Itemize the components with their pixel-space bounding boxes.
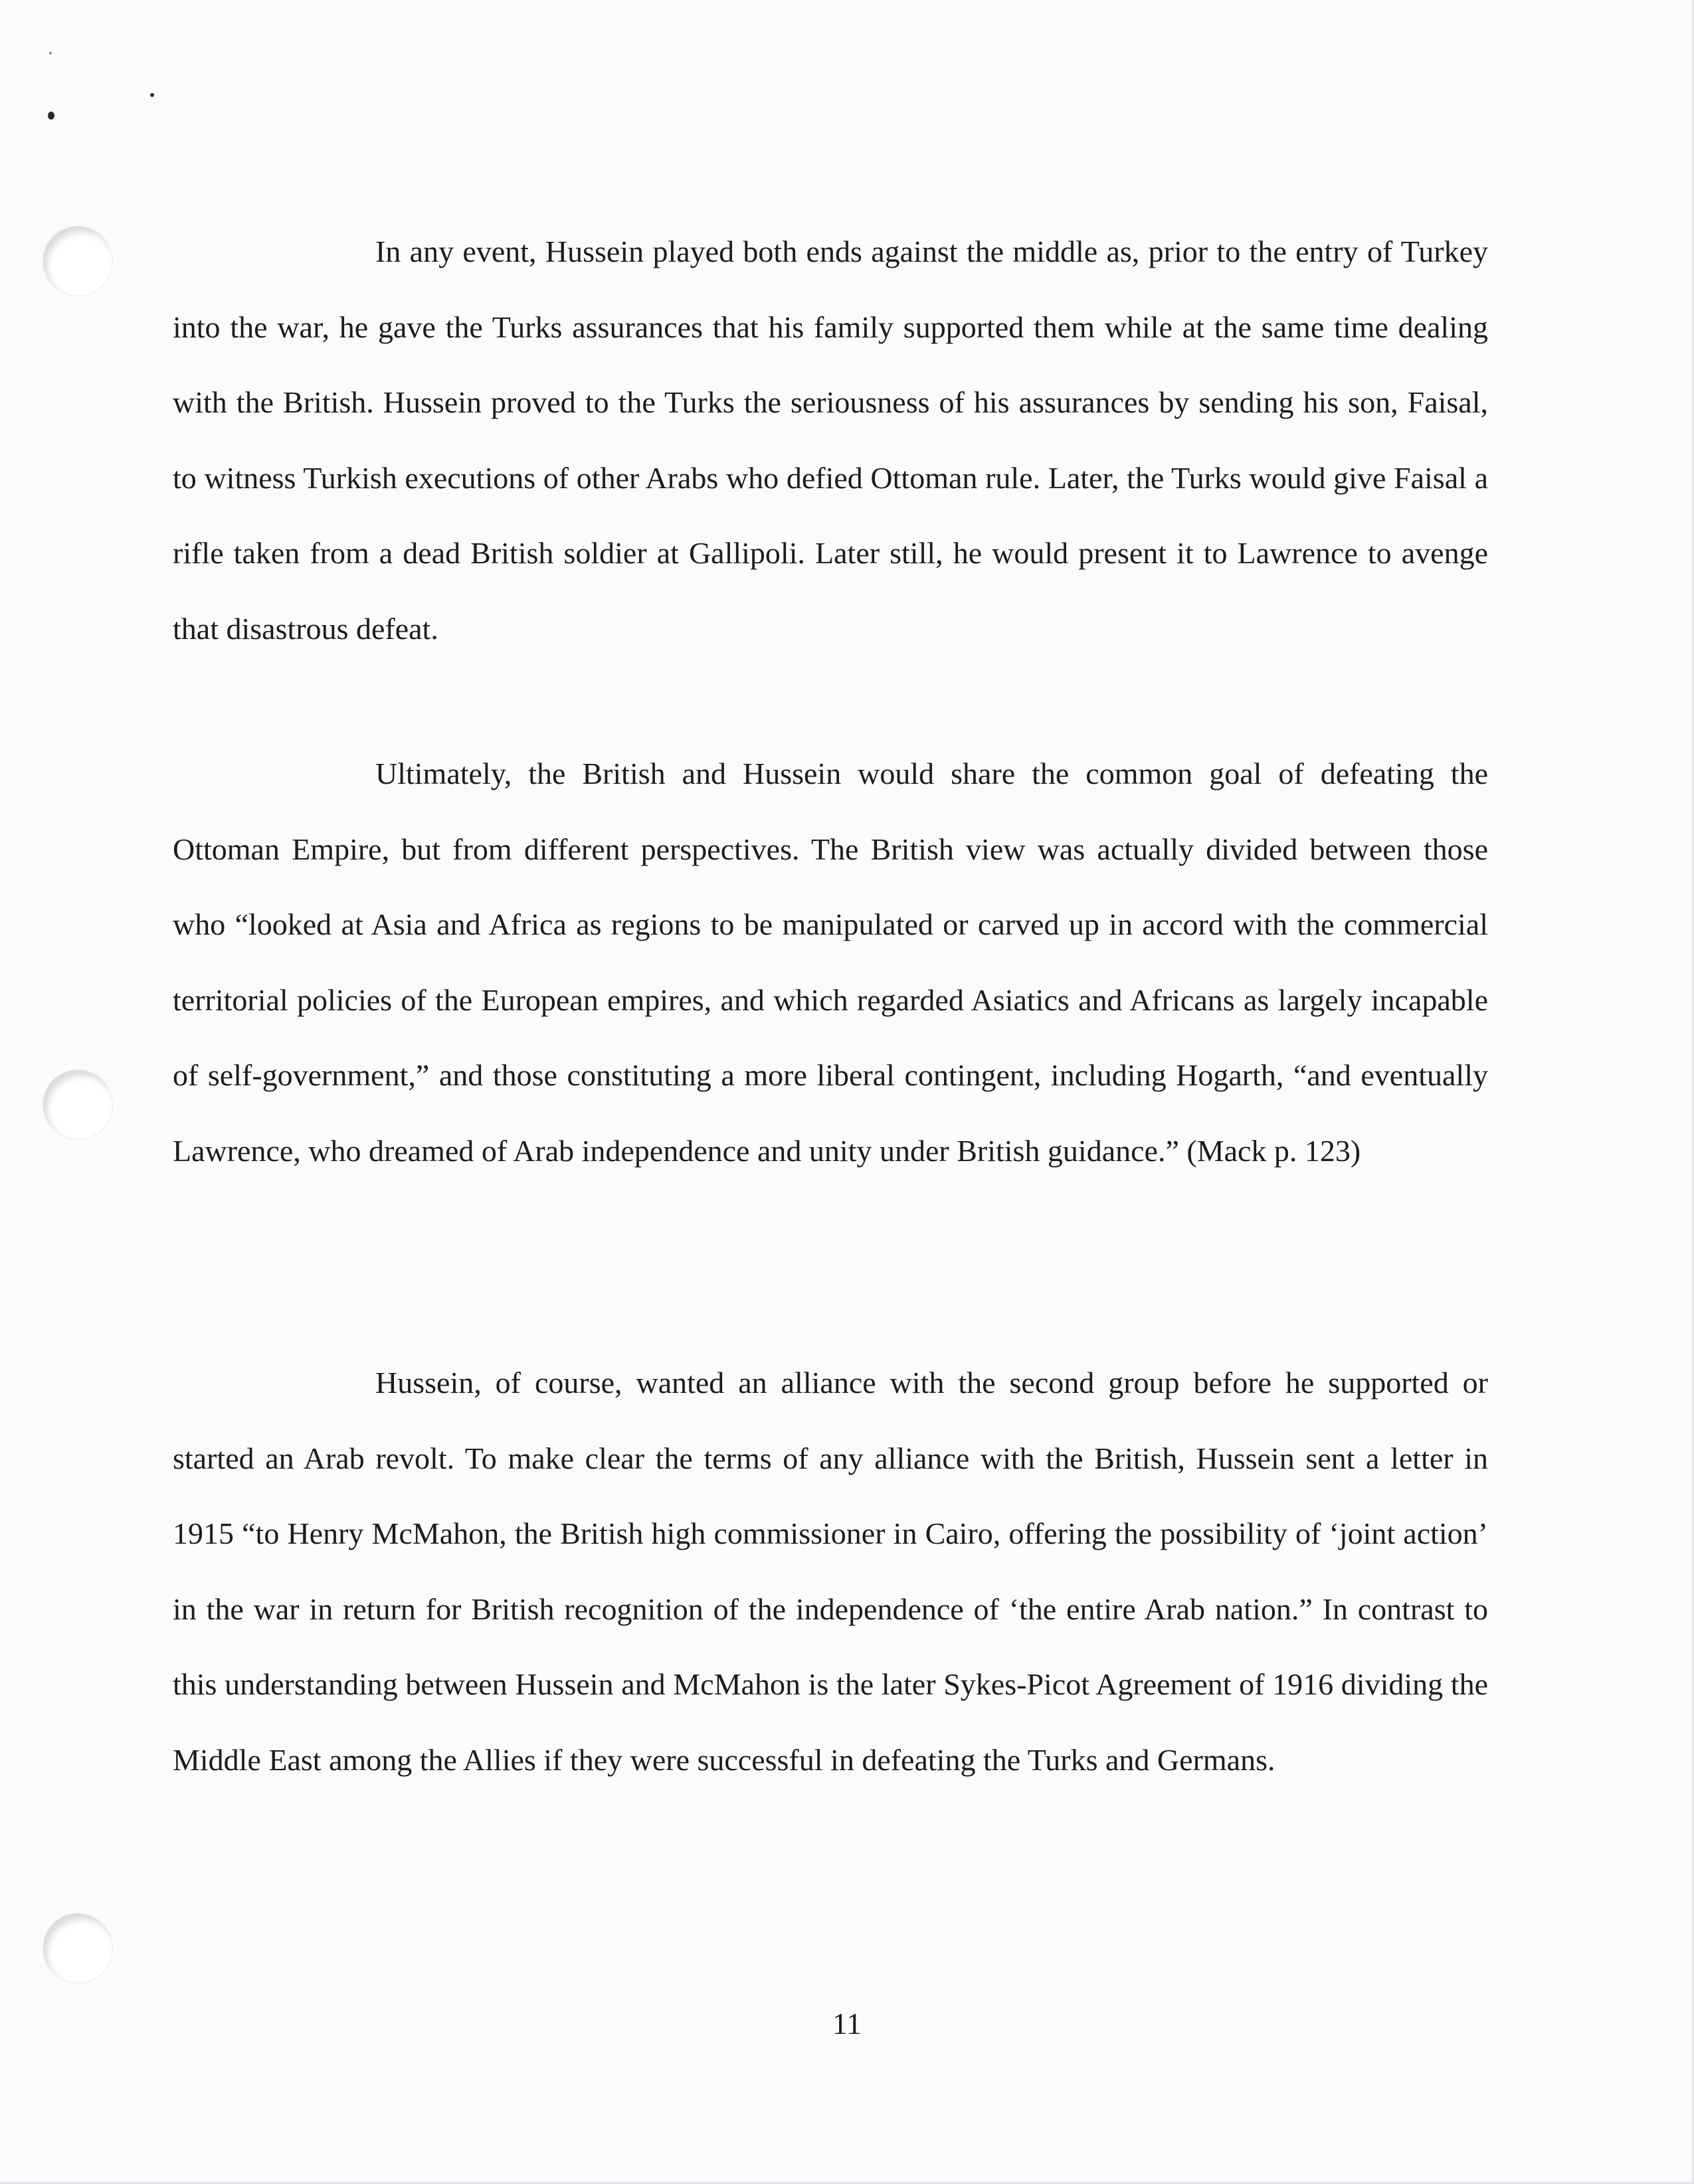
paragraph-text: Ultimately, the British and Hussein would share the common goal of defeating the Ottoman Empire, but from different perspectives. The British view was actually divided between those who “looked at Asia and Africa as regions to be manipulated or carved up in accord with the commercial territorial policies of the European empires, and which regarded Asiatics and Africans as largely incapable of self-government,” and those constituting a more liberal contingent, including Hogarth, “and eventually Lawrence, who dreamed of Arab independence and unity under British guidance.” (Mack p. 123) (173, 757, 1488, 1168)
paragraph-3 (173, 1345, 1488, 1797)
paragraph-text: Hussein, of course, wanted an alliance with the second group before he supported or started an Arab revolt. To make clear the terms of any alliance with the British, Hussein sent a letter in 1915 “to Henry McMahon, the British high commissioner in Cairo, offering the possibility of ‘joint action’ in the war in return for British recognition of the independence of ‘the entire Arab nation.” In contrast to this understanding between Hussein and McMahon is the later Sykes-Picot Agreement of 1916 dividing the Middle East among the Allies if they were successful in defeating the Turks and Germans. (173, 1366, 1488, 1777)
paragraph-2 (173, 736, 1488, 1188)
paragraph-1 (173, 214, 1488, 666)
punch-hole-top (43, 226, 113, 296)
punch-hole-bottom (43, 1913, 113, 1983)
scan-speck (150, 93, 154, 97)
scan-speck (48, 112, 54, 120)
page-number: 11 (832, 2007, 862, 2041)
punch-hole-middle (43, 1069, 113, 1140)
scan-speck (49, 52, 52, 54)
paragraph-text: In any event, Hussein played both ends against the middle as, prior to the entry of Turkey into the war, he gave the Turks assurances that his family supported them while at the same time dealing with the British. Hussein proved to the Turks the seriousness of his assurances by sending his son, Faisal, to witness Turkish executions of other Arabs who defied Ottoman rule. Later, the Turks would give Faisal a rifle taken from a dead British soldier at Gallipoli. Later still, he would present it to Lawrence to avenge that disastrous defeat. (173, 234, 1488, 646)
